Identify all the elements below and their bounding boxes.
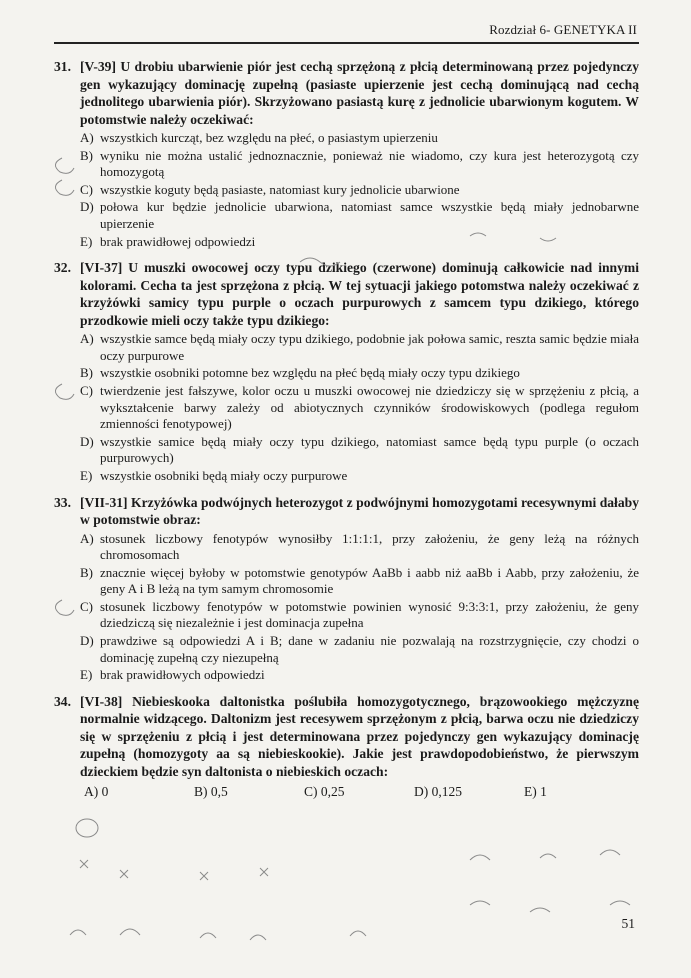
option-c: C) stosunek liczbowy fenotypów w potomstwie powinien wynosić 9:3:3:1, przy założeniu, że geny dziedziczą się niezależnie i jest dominacja zupełna (80, 598, 639, 631)
option-c: C) twierdzenie jest fałszywe, kolor oczu u muszki owocowej nie dziedziczy się w sprzężeniu z płcią, a wykształcenie barwy zależy od abiotycznych czynników środowiskowych (podlega regułom zmienności fenotypowej) (80, 382, 639, 432)
question-number: 34. (54, 693, 71, 709)
option-a: A) stosunek liczbowy fenotypów wynosiłby 1:1:1:1, przy założeniu, że geny leżą na różnych chromosomach (80, 530, 639, 563)
option-b: B) znacznie więcej byłoby w potomstwie genotypów AaBb i aabb niż aaBb i Aabb, przy założeniu, że geny A i B leżą na tym samym chromosomie (80, 564, 639, 597)
option-d: D) wszystkie samice będą miały oczy typu dzikiego, natomiast samce będą typu purple (o oczach purpurowych) (80, 433, 639, 466)
questions-list (54, 58, 639, 809)
answer-options-inline (84, 784, 639, 800)
option-e: E) wszystkie osobniki będą miały oczy purpurowe (80, 467, 348, 483)
option-a: A) wszystkich kurcząt, bez względu na płeć, o pasiastym upierzeniu (80, 130, 438, 145)
scribble-mark (470, 850, 630, 912)
question-34 (54, 693, 639, 801)
running-head: Rozdział 6- GENETYKA II (489, 22, 637, 37)
option-d: D) połowa kur będzie jednolicie ubarwiona, natomiast samce wszystkie będą miały jednobarwne upierzenie (80, 199, 639, 231)
question-stem: [V-39] U drobiu ubarwienie piór jest cechą sprzężoną z płcią determinowaną przez pojedynczy gen wykazujący dominację zupełną (pasiaste upierzenie jest cechą dominującą nad cechą jednolitego ubarwienia piór). Skrzyżowano pasiastą kurę z jednolicie ubarwionym kogutem. W potomstwie należy oczekiwać: (80, 59, 639, 127)
question-number: 31. (54, 59, 71, 74)
page-number: 51 (621, 916, 635, 931)
option-b: B) 0,5 (194, 784, 228, 800)
question-32 (54, 259, 639, 484)
question-stem: [VII-31] Krzyżówka podwójnych heterozygot z podwójnymi homozygotami recesywnymi dałaby w potomstwie obraz: (80, 494, 639, 527)
question-number: 33. (54, 494, 71, 510)
option-c: C) 0,25 (304, 784, 345, 800)
answer-options (80, 531, 639, 684)
option-d: D) 0,125 (414, 784, 462, 800)
option-c: C) wszystkie koguty będą pasiaste, natomiast kury jednolicie ubarwione (80, 181, 460, 197)
question-33 (54, 494, 639, 684)
scribble-mark (70, 929, 366, 940)
header-rule (54, 42, 639, 44)
question-stem: [VI-38] Niebieskooka daltonistka poślubiła homozygotycznego, brązowookiego mężczyznę normalnie widzącego. Daltonizm jest recesywem sprzężonym z płcią, barwa oczu nie dziedziczy się w sprzężeniu z płcią i jest determinowana przez pojedynczy gen wykazujący dominację zupełną (homozygoty aa są niebieskookie). Jakie jest prawdopodobieństwo, że pierwszym dzieckiem będzie syn daltonista o niebieskich oczach: (80, 693, 639, 779)
answer-options (80, 130, 639, 250)
option-d: D) prawdziwe są odpowiedzi A i B; dane w zadaniu nie pozwalają na rozstrzygnięcie, czy chodzi o dominację zupełną czy niezupełną (80, 633, 639, 665)
question-stem: [VI-37] U muszki owocowej oczy typu dzikiego (czerwone) dominują całkowicie nad innymi kolorami. Cecha ta jest sprzężona z płcią. W tej sytuacji jakiego potomstwa należy oczekiwać z krzyżówki samicy typu purple o oczach purpurowych z samcem typu dzikiego, którego przodkowie mieli oczy także typu dzikiego: (80, 260, 639, 328)
option-e: E) 1 (524, 784, 547, 800)
option-e: E) brak prawidłowych odpowiedzi (80, 667, 265, 683)
scribble-mark (80, 860, 268, 880)
option-b: B) wszystkie osobniki potomne bez względu na płeć będą miały oczy typu dzikiego (80, 365, 520, 381)
question-number: 32. (54, 260, 71, 276)
option-e: E) brak prawidłowej odpowiedzi (80, 233, 256, 249)
answer-circle-mark (76, 819, 98, 837)
answer-options (80, 331, 639, 484)
option-a: A) 0 (84, 784, 109, 800)
option-b: B) wyniku nie można ustalić jednoznacznie, ponieważ nie wiadomo, czy kura jest heterozygotą czy homozygotą (80, 147, 639, 180)
option-a: A) wszystkie samce będą miały oczy typu dzikiego, podobnie jak połowa samic, reszta samic będzie miała oczy purpurowe (80, 331, 639, 363)
question-31 (54, 58, 639, 250)
